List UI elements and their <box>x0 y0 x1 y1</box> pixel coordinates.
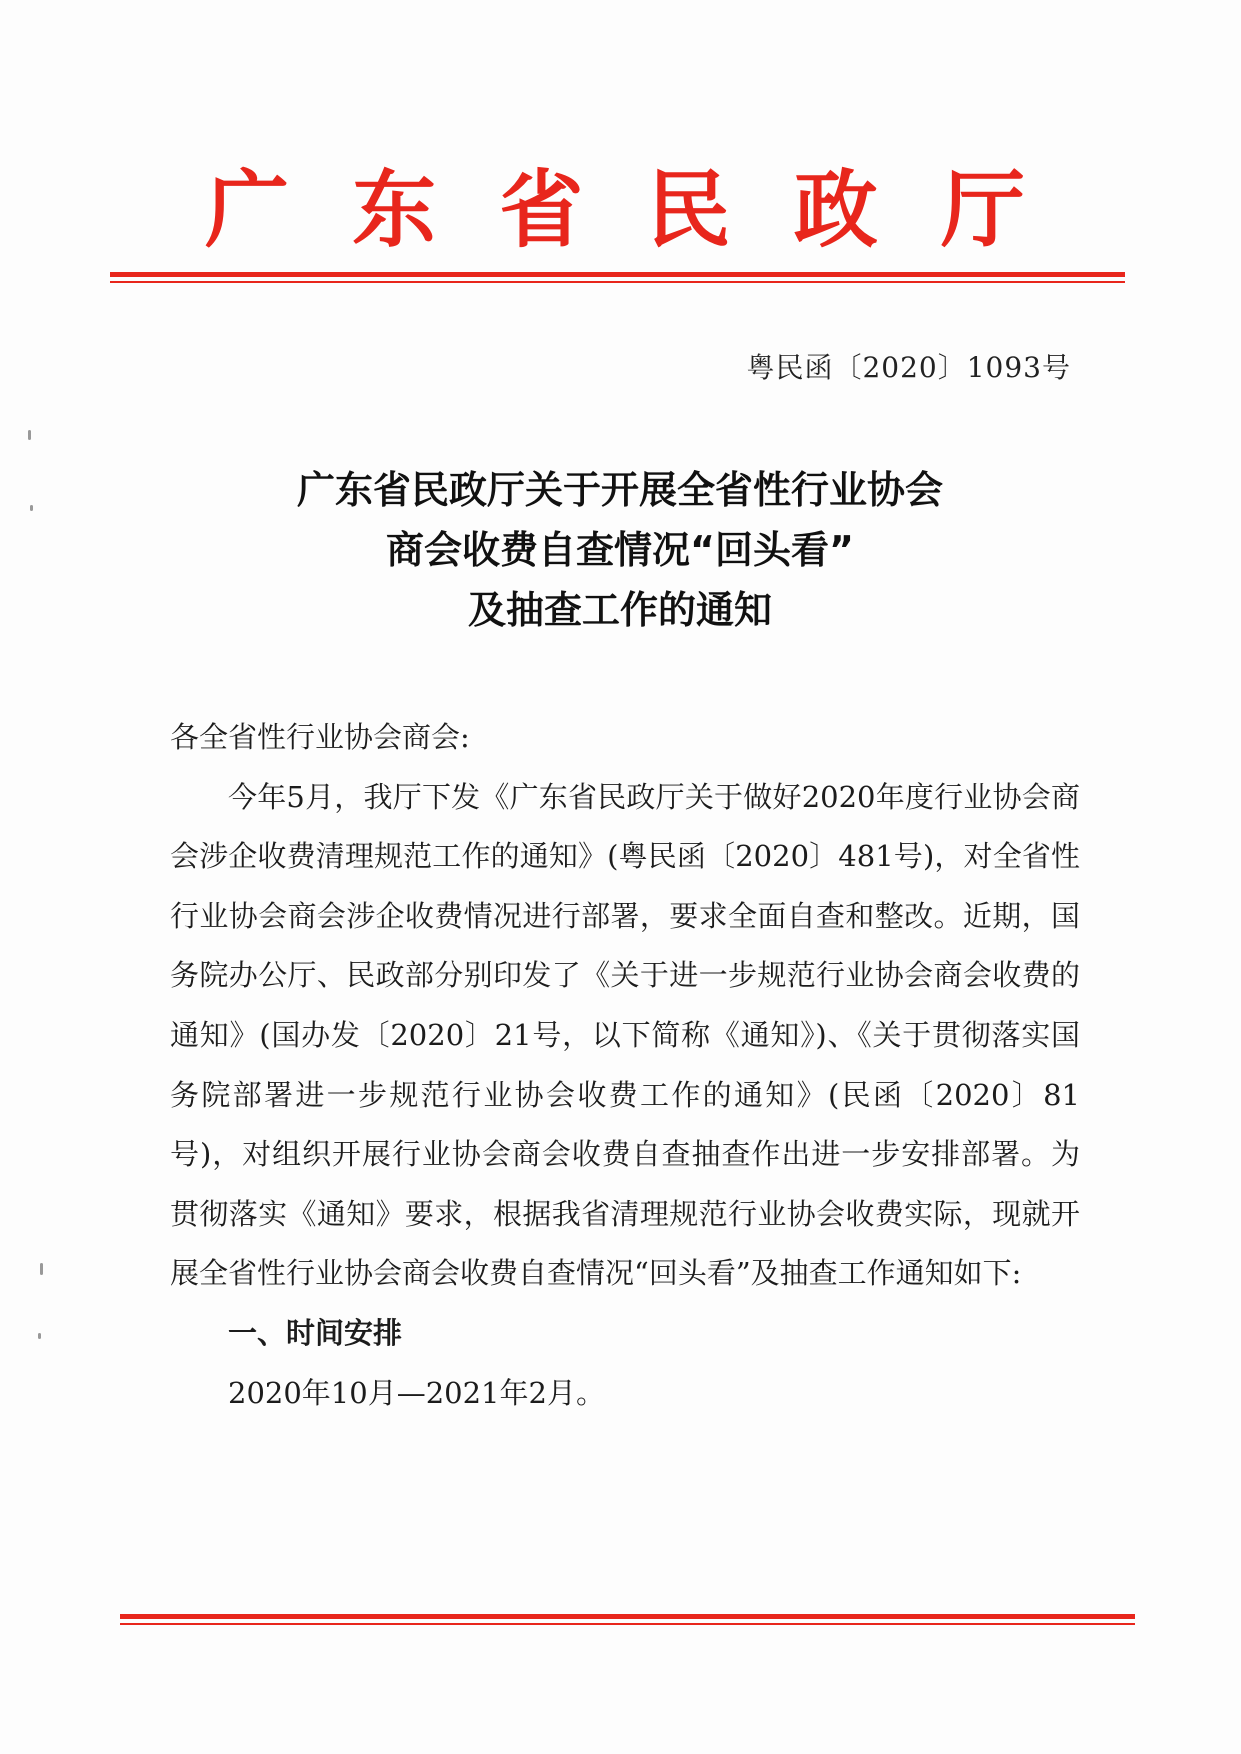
org-char: 政 <box>793 160 878 259</box>
org-char: 民 <box>646 160 731 259</box>
footer-divider <box>120 1614 1135 1625</box>
scan-mark <box>38 1333 41 1339</box>
org-char: 省 <box>499 160 584 259</box>
header-divider <box>110 272 1125 283</box>
title-line: 广东省民政厅关于开展全省性行业协会 <box>296 468 943 512</box>
scan-mark <box>30 505 33 511</box>
document-body <box>170 708 1080 1423</box>
title-line: 及抽查工作的通知 <box>467 588 772 632</box>
org-char: 广 <box>205 160 290 259</box>
organization-header <box>205 160 1025 260</box>
body-paragraph: 今年5月，我厅下发《广东省民政厅关于做好2020年度行业协会商会涉企收费清理规范工作的通知》(粤民函〔2020〕481号)，对全省性行业协会商会涉企收费情况进行部署，要求全面自查和整改。近期，国务院办公厅、民政部分别印发了《关于进一步规范行业协会商会收费的通知》(国办发〔2020〕21号，以下简称《通知》)、《关于贯彻落实国务院部署进一步规范行业协会收费工作的通知》(民函〔2020〕81号)，对组织开展行业协会商会收费自查抽查作出进一步安排部署。为贯彻落实《通知》要求，根据我省清理规范行业协会收费实际，现就开展全省性行业协会商会收费自查情况“回头看”及抽查工作通知如下: <box>170 779 1080 1291</box>
section-heading: 一、时间安排 <box>228 1315 403 1350</box>
org-char: 厅 <box>940 160 1025 259</box>
scan-mark <box>28 430 31 440</box>
section-text: 2020年10月—2021年2月。 <box>228 1375 605 1410</box>
document-title <box>140 460 1100 640</box>
scan-mark <box>40 1263 43 1275</box>
org-char: 东 <box>352 160 437 259</box>
salutation: 各全省性行业协会商会: <box>170 720 470 754</box>
title-line: 商会收费自查情况“回头看” <box>386 528 854 572</box>
document-number: 粤民函〔2020〕1093号 <box>746 351 1071 384</box>
